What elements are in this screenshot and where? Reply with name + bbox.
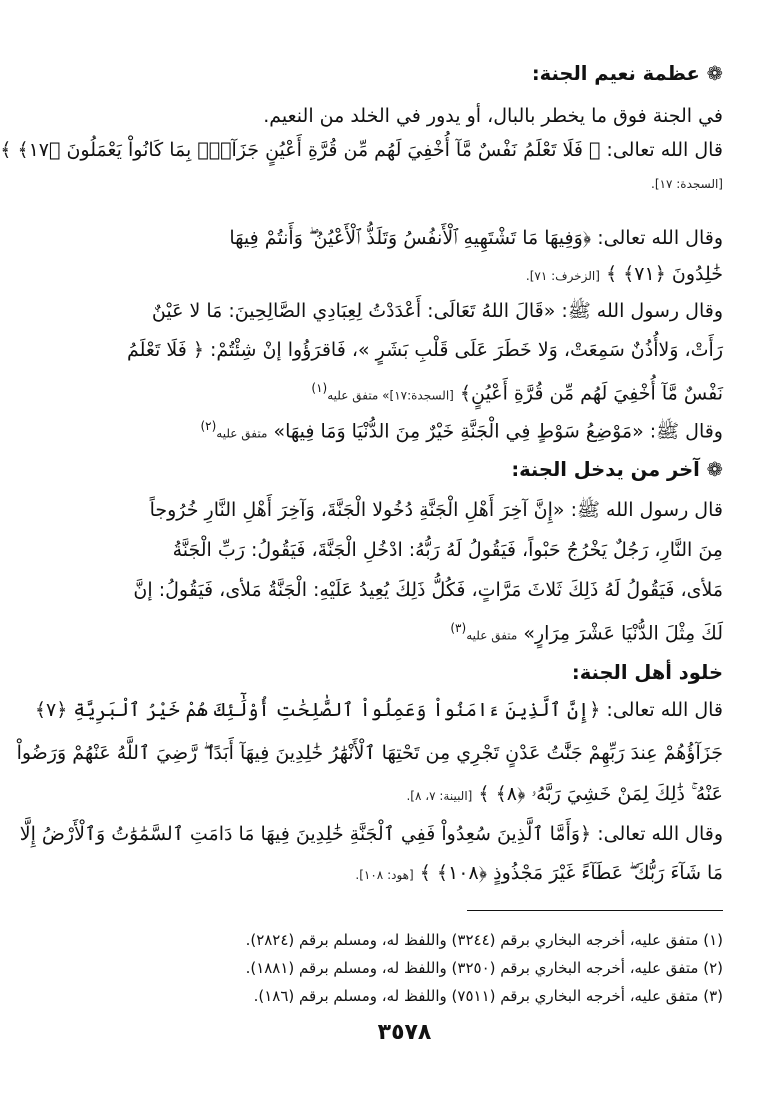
hadith-text: لَكَ مِثْلَ الدُّنْيَا عَشْرَ مِرَارٍ» bbox=[517, 622, 723, 645]
quran-verse: ﴿ فَلَا تَعْلَمُ نَفْسٌ مَّآ أُخْفِيَ لَهُم مِّن قُرَّةِ أَعْيُنٍ جَزَآءَۢ بِمَا كَانُواْ يَعْمَلُونَ ﴿١٧﴾ ﴾ bbox=[0, 139, 601, 161]
verse-line bbox=[0, 134, 723, 166]
footnote-ref: (٣) bbox=[450, 621, 467, 635]
quran-verse: مَا شَآءَ رَبُّكَ ۖ عَطَآءً غَيْرَ مَجْذُوذٍ ﴿١٠٨﴾ ﴾ bbox=[413, 862, 723, 884]
verse-intro: وقال الله تعالى: bbox=[591, 823, 723, 845]
footnote: (١) متفق عليه، أخرجه البخاري برقم (٣٢٤٤) واللفظ له، ومسلم برقم (٢٨٢٤). bbox=[245, 931, 723, 949]
footnote: (٢) متفق عليه، أخرجه البخاري برقم (٣٢٥٠) واللفظ له، ومسلم برقم (١٨٨١). bbox=[245, 959, 723, 977]
quran-verse: ﴿وَأَمَّا ٱلَّذِينَ سُعِدُواْ فَفِي ٱلْجَنَّةِ خَٰلِدِينَ فِيهَا مَا دَامَتِ ٱلسَّمَٰوَٰتُ وَٱلْأَرْضُ إِلَّا bbox=[19, 823, 592, 845]
verse-line bbox=[68, 778, 723, 812]
section-heading-last-to-enter: ❁ آخر من يدخل الجنة: bbox=[511, 458, 723, 481]
hadith-text: وقال ﷺ: «مَوْضِعُ سَوْطٍ فِي الْجَنَّةِ خَيْرٌ مِنَ الدُّنْيَا وَمَا فِيهَا» bbox=[267, 420, 723, 443]
verse-intro: قال الله تعالى: bbox=[600, 139, 723, 161]
surah-citation: [الزخرف: ٧١]. bbox=[525, 269, 600, 283]
quran-verse: خَٰلِدُونَ ﴿٧١﴾ ﴾ bbox=[599, 263, 723, 285]
hadith-line bbox=[68, 612, 723, 651]
page-number: ٣٥٧٨ bbox=[377, 1020, 432, 1045]
quran-verse: ﴿إِنَّ ٱلَّذِينَ ءَامَنُواْ وَعَمِلُواْ ٱلصَّٰلِحَٰتِ أُوْلَٰٓئِكَ هُمْ خَيْرُ ٱلْبَرِيَّةِ ﴿٧﴾ bbox=[34, 699, 601, 721]
footnote: (٣) متفق عليه، أخرجه البخاري برقم (٧٥١١) واللفظ له، ومسلم برقم (١٨٦). bbox=[253, 987, 723, 1005]
verse-line bbox=[68, 222, 723, 254]
hadith-citation: متفق عليه bbox=[216, 426, 268, 441]
verse-intro: وقال الله تعالى: bbox=[591, 227, 723, 249]
hadith-line bbox=[68, 372, 723, 411]
footnote-ref: (١) bbox=[311, 381, 328, 395]
surah-citation: [البينة: ٧، ٨]. bbox=[406, 789, 473, 803]
footnote-ref: (٢) bbox=[200, 419, 217, 433]
verse-line bbox=[19, 818, 723, 850]
quran-verse: ﴿وَفِيهَا مَا تَشْتَهِيهِ ٱلْأَنفُسُ وَتَلَذُّ ٱلْأَعْيُنُ ۖ وَأَنتُمْ فِيهَا bbox=[229, 227, 592, 249]
hadith-line: قال رسول الله ﷺ: «إِنَّ آخِرَ أَهْلِ الْجَنَّةِ دُخُولا الْجَنَّةَ، وَآخِرَ أَهْلِ النَّارِ خُرُوجاً bbox=[149, 499, 723, 521]
section-heading-greatness: ❁ عظمة نعيم الجنة: bbox=[531, 62, 723, 85]
hadith-line: رَأَتْ، وَلاأُذُنٌ سَمِعَتْ، وَلا خَطَرَ عَلَى قَلْبِ بَشَرٍ »، فَاقرَؤُوا إنْ شِئْتُمْ: ﴿ فَلَا تَعْلَمُ bbox=[126, 339, 723, 361]
quran-verse: جَزَآؤُهُمْ عِندَ رَبِّهِمْ جَنَّٰتُ عَدْنٍ تَجْرِي مِن تَحْتِهَا ٱلْأَنْهَٰرُ خَٰلِدِينَ فِيهَآ أَبَدًا ۖ رَّضِيَ ٱللَّهُ عَنْهُمْ وَرَضُواْ bbox=[16, 742, 723, 764]
quran-verse: عَنْهُ ۚ ذَٰلِكَ لِمَنْ خَشِيَ رَبَّهُۥ ﴿٨﴾ ﴾ bbox=[472, 783, 723, 805]
surah-citation: [السجدة: ١٧]. bbox=[651, 177, 723, 191]
text-line: في الجنة فوق ما يخطر بالبال، أو يدور في الخلد من النعيم. bbox=[263, 105, 723, 127]
section-heading-eternity: خلود أهل الجنة: bbox=[571, 661, 723, 684]
citation-line bbox=[68, 171, 723, 195]
hadith-citation: متفق عليه bbox=[466, 628, 518, 643]
quran-verse: نَفْسٌ مَّآ أُخْفِيَ لَهُم مِّن قُرَّةِ أَعْيُنٍ﴾ bbox=[453, 382, 723, 405]
hadith-line bbox=[68, 410, 723, 449]
verse-line bbox=[16, 737, 723, 769]
footnote-divider bbox=[467, 910, 723, 911]
verse-line bbox=[68, 258, 723, 292]
surah-citation: [هود: ١٠٨]. bbox=[355, 868, 414, 882]
verse-intro: قال الله تعالى: bbox=[600, 699, 723, 721]
hadith-citation: [السجدة:١٧]» متفق عليه bbox=[327, 388, 454, 403]
hadith-line: مِنَ النَّارِ، رَجُلٌ يَخْرُجُ حَبْواً، فَيَقُولُ لَهُ رَبُّهُ: ادْخُلِ الْجَنَّةَ، فَيَقُولُ: رَبِّ الْجَنَّةُ bbox=[172, 539, 723, 561]
verse-line bbox=[34, 694, 723, 726]
verse-line bbox=[68, 857, 723, 891]
hadith-line: مَلأى، فَيَقُولُ لَهُ ذَلِكَ ثَلاثَ مَرَّاتٍ، فَكُلُّ ذَلِكَ يُعِيدُ عَلَيْهِ: الْجَنَّةُ مَلأى، فَيَقُولُ: إنَّ bbox=[133, 579, 723, 601]
hadith-line: وقال رسول الله ﷺ: «قَالَ اللهُ تَعَالَى: أَعْدَدْتُ لِعِبَادِي الصَّالِحِينَ: مَا لا عَيْنٌ bbox=[151, 300, 723, 322]
